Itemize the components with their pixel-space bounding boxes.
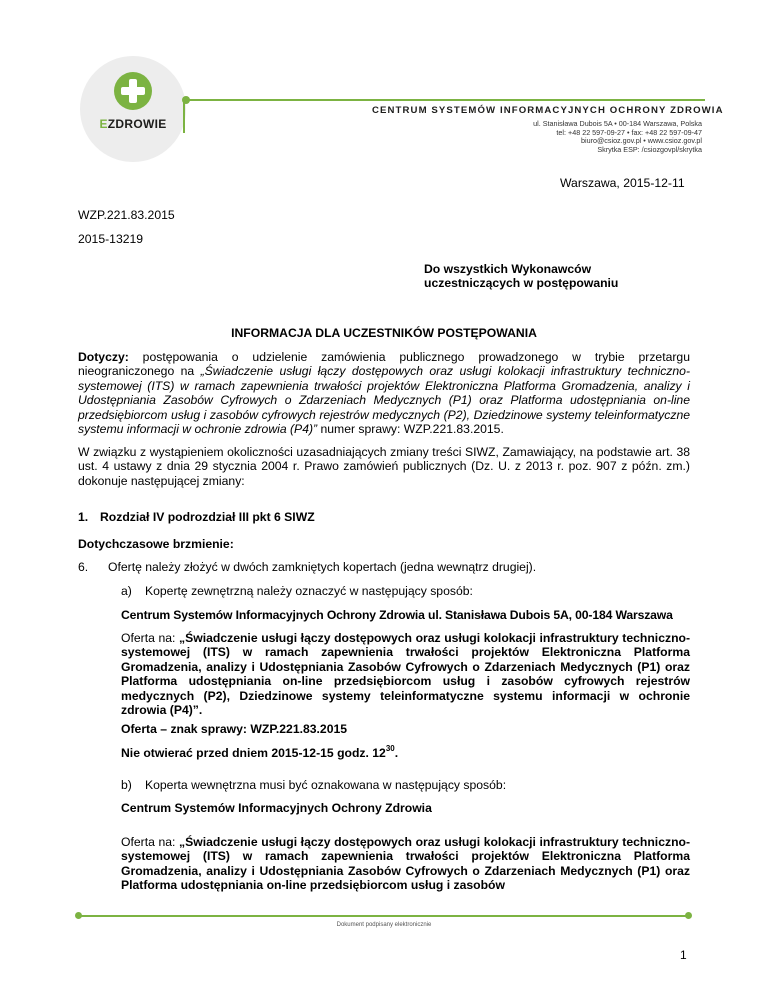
inner-envelope-address: Centrum Systemów Informacyjnych Ochrony Zdrowia xyxy=(121,801,432,815)
subpoint-text: Kopertę zewnętrzną należy oznaczyć w następujący sposób: xyxy=(145,584,473,598)
subpoint-label: b) xyxy=(121,778,132,792)
logo-wordmark: EZDROWIE xyxy=(99,117,167,131)
point-number: 6. xyxy=(78,560,89,574)
header-rule-dot xyxy=(182,96,190,104)
header-accent-line xyxy=(183,99,185,133)
medical-cross-icon xyxy=(110,68,156,114)
outer-envelope-address: Centrum Systemów Informacyjnych Ochrony Zdrowia ul. Stanisława Dubois 5A, 00-184 Warszawa xyxy=(121,608,673,622)
place-date: Warszawa, 2015-12-11 xyxy=(560,176,685,190)
outer-envelope-case-number: Oferta – znak sprawy: WZP.221.83.2015 xyxy=(121,722,348,736)
reference-id: 2015-13219 xyxy=(78,232,144,246)
header-rule xyxy=(185,99,705,101)
organization-address: ul. Stanisława Dubois 5A • 00-184 Warszawa, Polska tel: +48 22 597-09-27 • fax: +48 22 597-09-47 biuro@csioz.gov.pl • www.csioz.gov.pl Skrytka ESP: /csiozgovpl/skrytka xyxy=(533,119,702,154)
footer-signed-note: Dokument podpisany elektronicznie xyxy=(336,922,432,928)
subpoint-label: a) xyxy=(121,584,132,598)
footer-rule xyxy=(78,915,688,917)
subpoint-text: Koperta wewnętrzna musi być oznakowana w następujący sposób: xyxy=(145,778,507,792)
outer-envelope-offer: Oferta na: „Świadczenie usługi łączy dostępowych oraz usługi kolokacji infrastruktury techniczno-systemowej (ITS) w ramach zapewnienia trwałości projektów Elektroniczna Platforma Gromadzenia, analizy i Udostępniania Zasobów Cyfrowych o Zdarzeniach Medycznych (P1) oraz Platforma udostępniania on-line przedsiębiorcom usług i zasobów cyfrowych rejestrów medycznych (P2), Dziedzinowe systemy teleinformatyczne systemu informacji w ochronie zdrowia (P4)”. xyxy=(121,631,691,718)
footer-rule-dot-left xyxy=(75,912,82,919)
intro-paragraph: W związku z wystąpieniem okoliczności uzasadniających zmiany treści SIWZ, Zamawiający, na podstawie art. 38 ust. 4 ustawy z dnia 29 stycznia 2004 r. Prawo zamówień publicznych (Dz. U. z 2013 r. poz. 907 z późn. zm.) dokonuje następującej zmiany: xyxy=(78,445,690,488)
page-number: 1 xyxy=(680,948,687,962)
organization-name: CENTRUM SYSTEMÓW INFORMACYJNYCH OCHRONY ZDROWIA xyxy=(372,105,724,116)
document-title: INFORMACJA DLA UCZESTNIKÓW POSTĘPOWANIA xyxy=(231,326,537,340)
section-number: 1. xyxy=(78,510,89,524)
reference-number: WZP.221.83.2015 xyxy=(78,208,175,222)
previous-wording-label: Dotychczasowe brzmienie: xyxy=(78,537,234,551)
addressee: Do wszystkich Wykonawców uczestniczących w postępowaniu xyxy=(424,262,619,291)
section-title: Rozdział IV podrozdział III pkt 6 SIWZ xyxy=(100,510,315,524)
point-text: Ofertę należy złożyć w dwóch zamkniętych kopertach (jedna wewnątrz drugiej). xyxy=(108,560,537,574)
outer-envelope-do-not-open: Nie otwierać przed dniem 2015-12-15 godz. $12^{30}$. xyxy=(121,743,399,760)
footer-rule-dot-right xyxy=(685,912,692,919)
subject-paragraph: Dotyczy: postępowania o udzielenie zamówienia publicznego prowadzonego w trybie przetargu nieograniczonego na „Świadczenie usługi łączy dostępowych oraz usługi kolokacji infrastruktury techniczno-systemowej (ITS) w ramach zapewnienia trwałości projektów Elektroniczna Platforma Gromadzenia, analizy i Udostępniania Zasobów Cyfrowych o Zdarzeniach Medycznych (P1) oraz Platforma udostępniania on-line przedsiębiorcom usług i zasobów cyfrowych rejestrów medycznych (P2), Dziedzinowe systemy teleinformatyczne systemu informacji w ochronie zdrowia (P4)” numer sprawy: WZP.221.83.2015. xyxy=(78,350,690,437)
inner-envelope-offer: Oferta na: „Świadczenie usługi łączy dostępowych oraz usługi kolokacji infrastruktury techniczno-systemowej (ITS) w ramach zapewnienia trwałości projektów Elektroniczna Platforma Gromadzenia, analizy i Udostępniania Zasobów Cyfrowych o Zdarzeniach Medycznych (P1) oraz Platforma udostępniania on-line przedsiębiorcom usług i zasobów xyxy=(121,835,691,893)
